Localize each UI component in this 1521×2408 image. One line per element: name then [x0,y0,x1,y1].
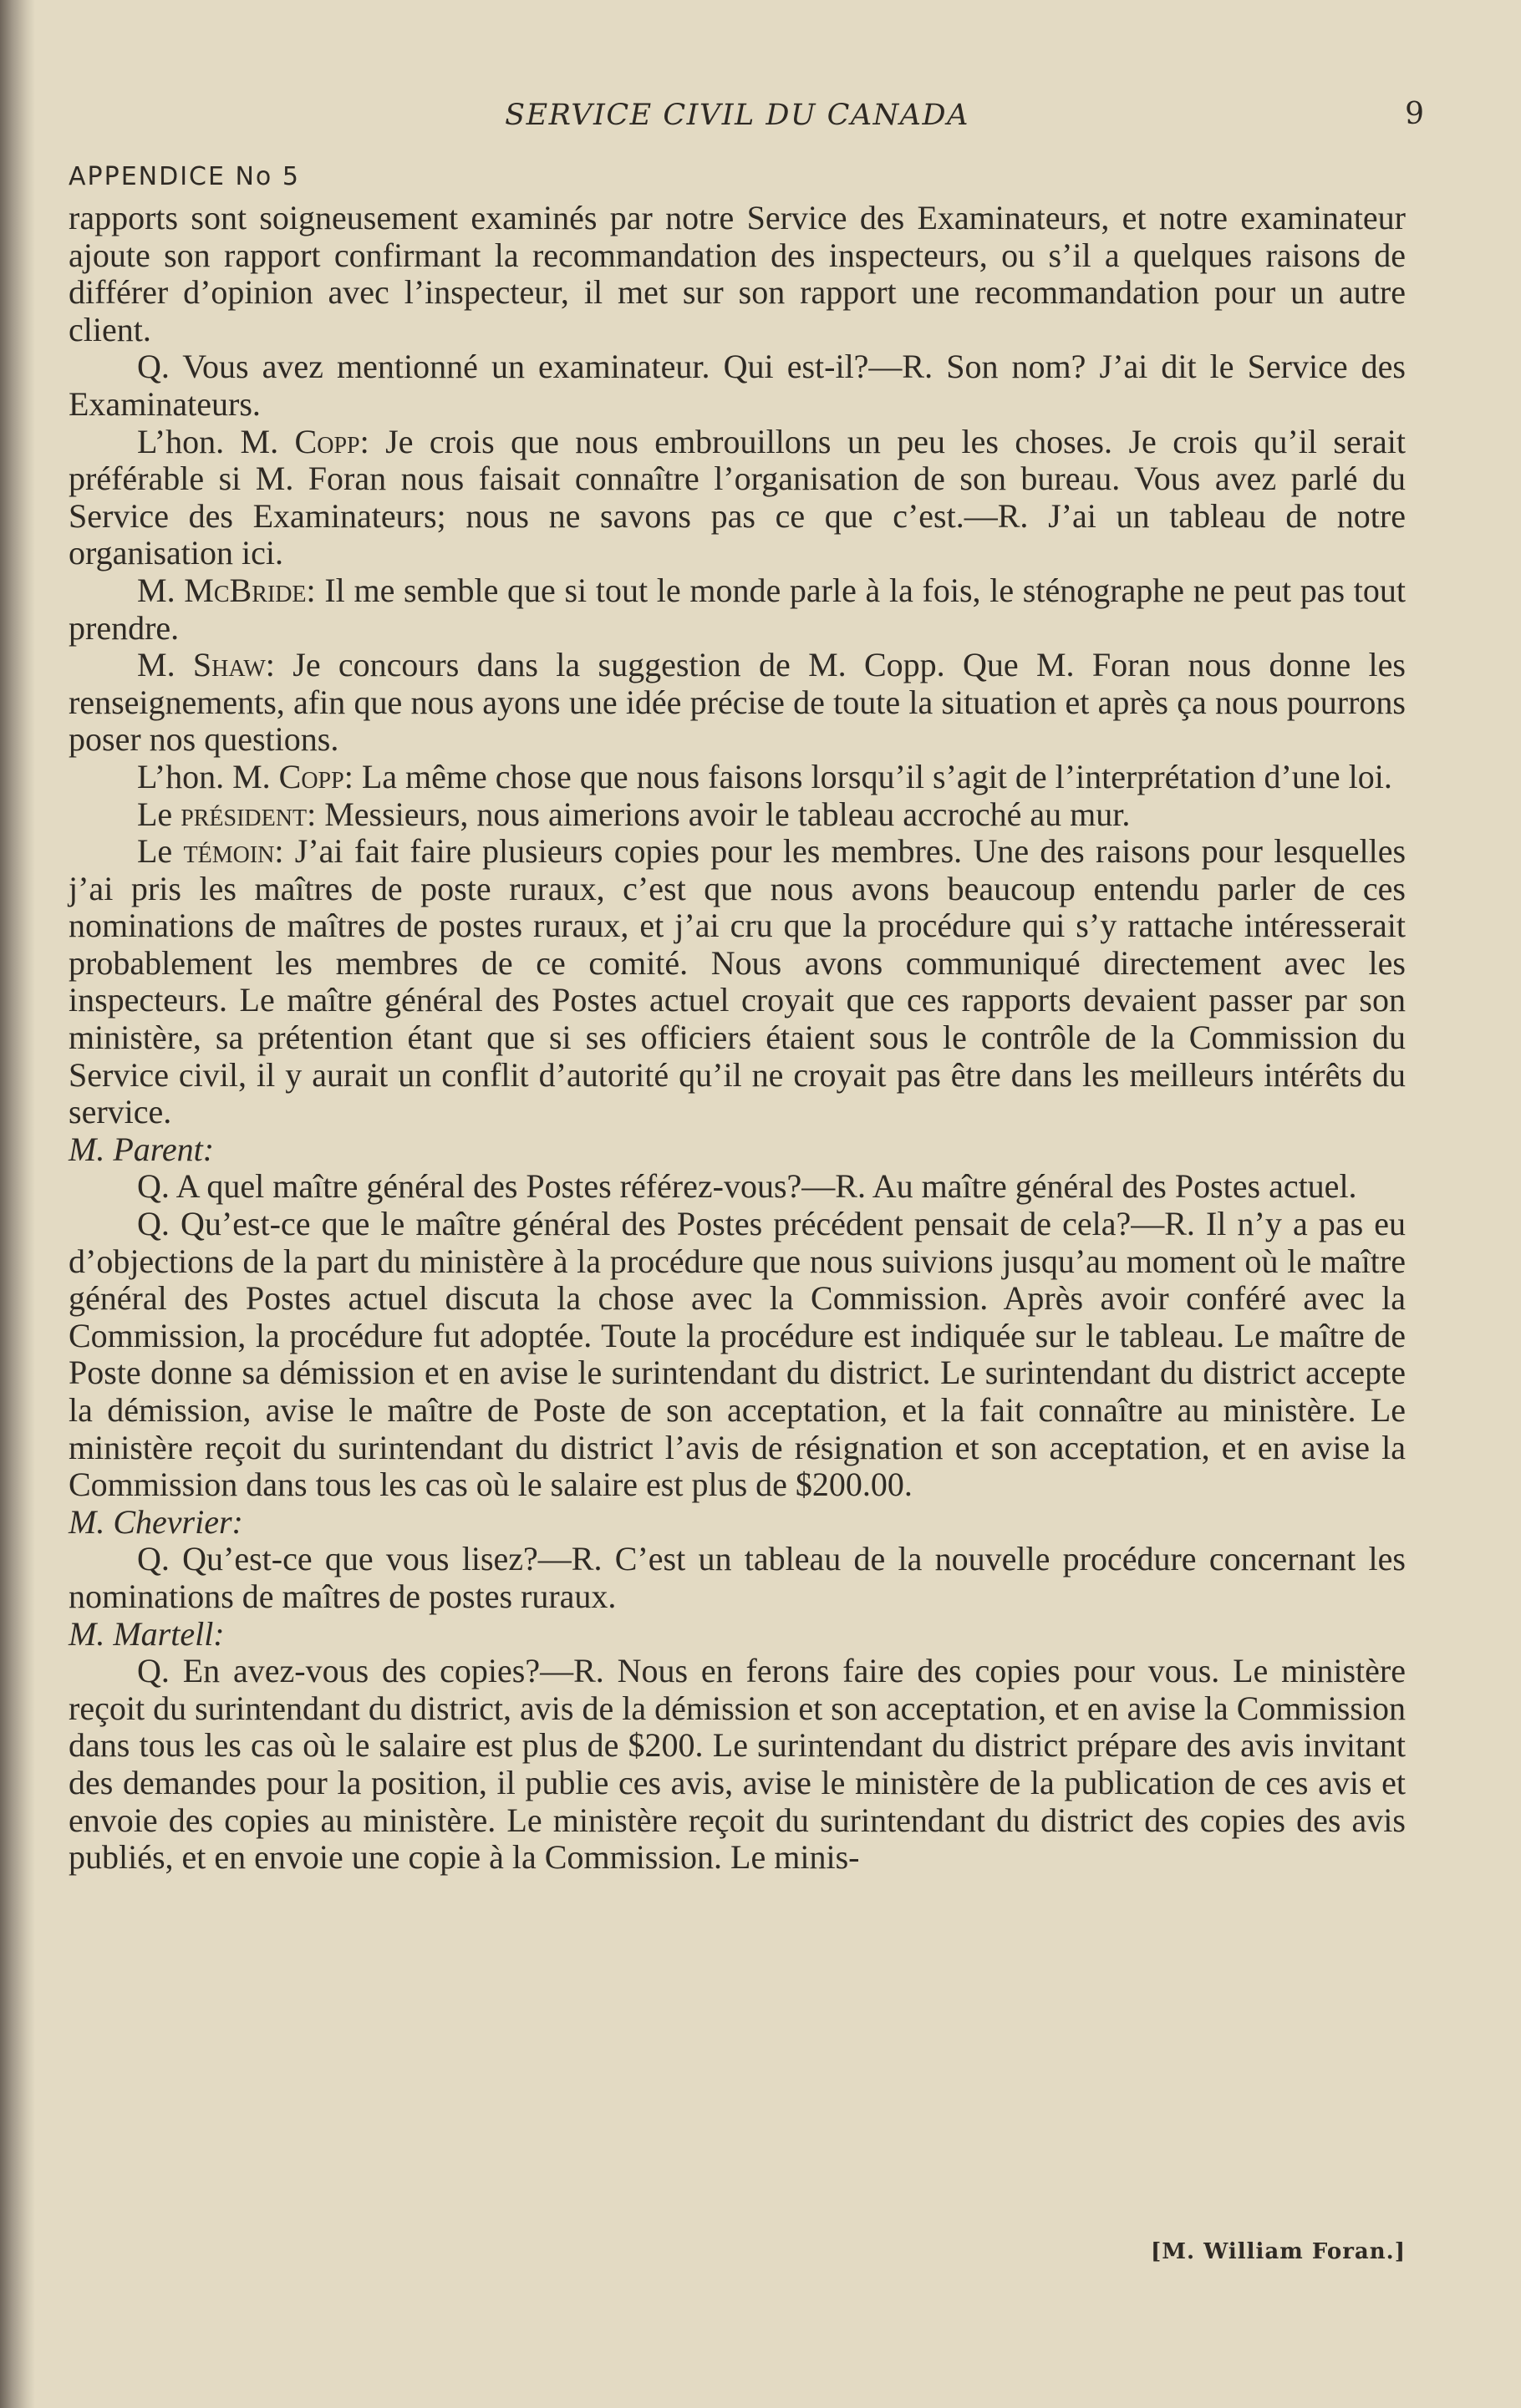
running-title: SERVICE CIVIL DU CANADA [505,99,969,132]
running-header [69,92,1424,142]
speaker-prefix: M. [137,646,176,684]
paragraph-7 [69,796,1406,834]
speech-text: : Je crois que nous embrouillons un peu les choses. Je crois qu’il serait préférable si M. Foran nous faisait connaître l’organisation de son bureau. Vous avez parlé du Service des Examinateurs; nous ne savons pas ce que c’est.—R. J’ai un tableau de notre organisation ici. [69,422,1407,572]
speaker-heading-chevrier: M. Chevrier: [69,1502,243,1541]
paragraph-12: Q. En avez-vous des copies?—R. Nous en ferons faire des copies pour vous. Le ministère reçoit du surintendant du district, avis de la démission et son acceptation, et en avise la Commission dans tous les cas où le salaire est plus de $200. Le surintendant du district prépare des avis invitant des demandes pour la position, il publie ces avis, avise le ministère de la publication de ces avis et envoie des copies au ministère. Le ministère reçoit du surintendant du district des copies des avis publiés, et en envoie une copie à la Commission. Le minis- [69,1652,1406,1877]
speaker-prefix: L’hon. M. [137,422,279,460]
paragraph-4 [69,572,1406,647]
speech-text: : Je concours dans la suggestion de M. Copp. Que M. Foran nous donne les renseignements, afin que nous ayons une idée précise de toute la situation et après ça nous pourrons poser nos questions. [69,646,1406,759]
speech-text: : La même chose que nous faisons lorsqu’il s’agit de l’interprétation d’une loi. [343,757,1392,795]
speaker-prefix: M. [137,571,176,609]
appendix-label: APPENDICE No 5 [69,162,300,191]
speech-text: : Il me semble que si tout le monde parle à la fois, le sténographe ne peut pas tout prendre. [69,571,1407,647]
page-binding-shadow [0,0,35,2408]
paragraph-6 [69,759,1406,796]
speaker-name: Copp [294,422,360,460]
body-text [69,200,1406,1877]
speaker-heading-martell: M. Martell: [69,1614,225,1653]
speaker-prefix: Le [137,832,173,871]
paragraph-10: Q. Qu’est-ce que le maître général des Postes précédent pensait de cela?—R. Il n’y a pas eu d’objections de la part du ministère à la procédure que nous suivions jusqu’au moment où le maître général des Postes actuel discuta la chose avec la Commission. Après avoir conféré avec la Commission, la procédure fut adoptée. Toute la procédure est indiquée sur le tableau. Le maître de Poste donne sa démission et en avise le surintendant du district. Le surintendant du district accepte la démission, avise le maître de Poste de son acceptation, et la fait connaître au ministère. Le ministère reçoit du surintendant du district l’avis de résignation et son acceptation, et en avise la Commission dans tous les cas où le salaire est plus de $200.00. [69,1205,1406,1504]
speaker-prefix: L’hon. M. [137,757,271,795]
speaker-name: McBride [184,571,307,609]
paragraph-5 [69,647,1406,759]
speaker-name: Copp [278,757,344,795]
speech-text: : J’ai fait faire plusieurs copies pour les membres. Une des raisons pour lesquelles j’ai pris les maîtres de poste ruraux, c’est que nous avons beaucoup entendu parler de ces nominations de maîtres de postes ruraux, et j’ai cru que la procédure qui s’y rattache intéresserait probablement les membres de ce comité. Nous avons communiqué directement avec les inspecteurs. Le maître général des Postes actuel croyait que ces rapports devaient passer par son ministère, sa prétention étant que si ses officiers étaient sous le contrôle de la Commission du Service civil, il y aurait un conflit d’autorité qu’il ne croyait pas être dans les meilleurs intérêts du service. [69,832,1407,1131]
speech-text: : Messieurs, nous aimerions avoir le tableau accroché au mur. [307,795,1131,833]
speaker-name: Shaw [192,646,266,684]
speaker-name: président [181,795,308,833]
paragraph-3 [69,424,1406,572]
speaker-prefix: Le [137,795,173,833]
paragraph-11: Q. Qu’est-ce que vous lisez?—R. C’est un tableau de la nouvelle procédure concernant les nominations de maîtres de postes ruraux. [69,1540,1406,1615]
footer-attribution: [M. William Foran.] [1150,2239,1406,2264]
paragraph-8 [69,833,1406,1131]
speaker-name: témoin [183,832,275,871]
speaker-heading-parent: M. Parent: [69,1130,215,1168]
paragraph-2: Q. Vous avez mentionné un examinateur. Qui est-il?—R. Son nom? J’ai dit le Service des Examinateurs. [69,348,1406,423]
page-number: 9 [1405,97,1424,131]
document-page [69,92,1424,2381]
paragraph-9: Q. A quel maître général des Postes référez-vous?—R. Au maître général des Postes actuel. [137,1167,1357,1206]
paragraph-1: rapports sont soigneusement examinés par notre Service des Examinateurs, et notre examinateur ajoute son rapport confirmant la recommandation des inspecteurs, ou s’il a quelques raisons de différer d’opinion avec l’inspecteur, il met sur son rapport une recommandation pour un autre client. [69,199,1406,348]
